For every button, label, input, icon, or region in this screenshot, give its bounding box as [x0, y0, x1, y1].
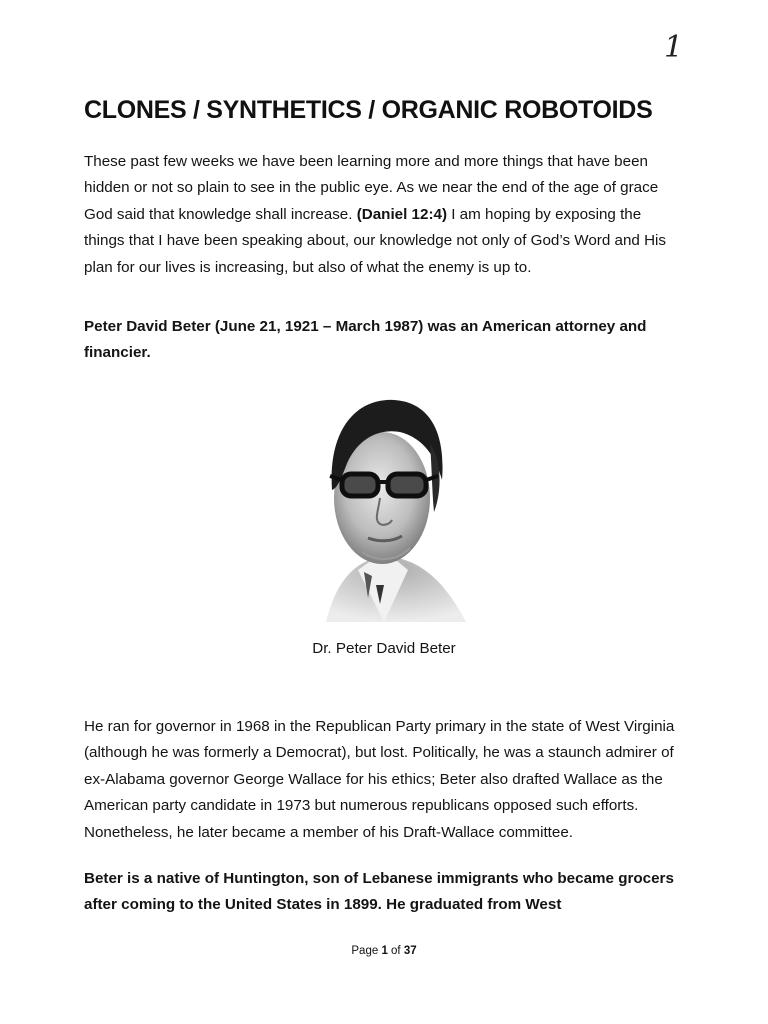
politics-paragraph: He ran for governor in 1968 in the Republican Party primary in the state of West Virginia (although he was formerly a Democrat), but lost. Politically, he was a staunch admirer of ex-Alabama governor George Wallace for his ethics; Beter also drafted Wallace as the American party candidate in 1973 but numerous republicans opposed such efforts. Nonetheless, he later became a member of his Draft-Wallace committee.	[84, 718, 675, 841]
intro-text-a: These past few weeks we have been learning more and more things that have been hidden or not so plain to see in the public eye. As we near the end of the age of grace God said that knowledge shall increase.	[84, 153, 659, 223]
portrait-photo	[296, 380, 472, 622]
handwritten-page-number: 1	[664, 30, 684, 65]
bio-heading: Peter David Beter (June 21, 1921 – March 1987) was an American attorney and financier.	[84, 318, 647, 362]
intro-paragraph	[84, 149, 684, 281]
photo-caption: Dr. Peter David Beter	[312, 640, 456, 657]
footer-of: of	[387, 945, 404, 957]
scripture-reference: (Daniel 12:4)	[356, 205, 448, 223]
page-title: CLONES / SYNTHETICS / ORGANIC ROBOTOIDS	[84, 96, 653, 124]
origin-paragraph: Beter is a native of Huntington, son of Lebanese immigrants who became grocers after coming to the United States in 1899. He graduated from West	[84, 870, 674, 914]
intro-text-b: I am hoping by exposing the things that I have been speaking about, our knowledge not only of God’s Word and His plan for our lives is increasing, but also of what the enemy is up to.	[84, 205, 667, 276]
footer-prefix: Page	[351, 945, 382, 957]
footer-current-page: 1	[381, 945, 388, 957]
footer-total-pages: 37	[403, 945, 417, 957]
page-footer	[0, 945, 768, 957]
